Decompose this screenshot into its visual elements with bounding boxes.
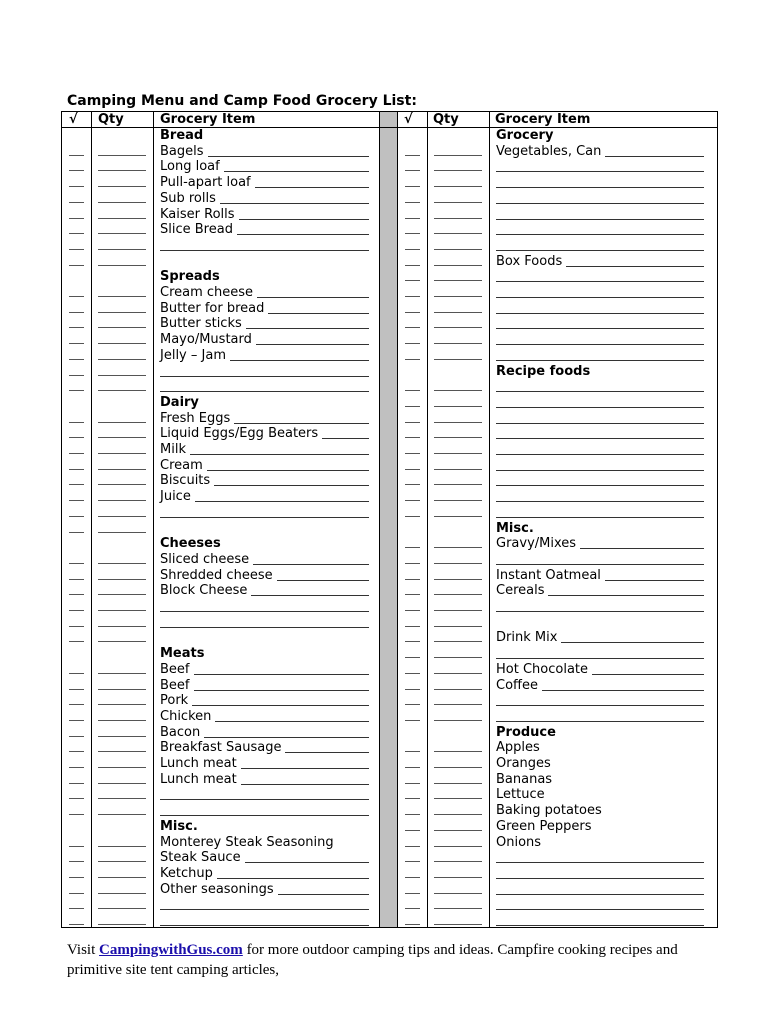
check-blank[interactable] (405, 516, 420, 517)
check-blank[interactable] (405, 359, 420, 360)
list-item (62, 348, 717, 364)
write-in-line[interactable] (496, 344, 704, 345)
qty-blank[interactable] (434, 877, 482, 878)
section-heading: Recipe foods (496, 363, 591, 379)
list-item (62, 128, 717, 144)
section-heading: Dairy (160, 394, 199, 410)
check-blank[interactable] (405, 626, 420, 627)
check-blank[interactable] (405, 186, 420, 187)
qty-blank[interactable] (434, 359, 482, 360)
list-item (62, 850, 717, 866)
check-blank[interactable] (405, 641, 420, 642)
write-in-line[interactable] (548, 595, 704, 596)
qty-blank[interactable] (434, 924, 482, 925)
write-in-line[interactable] (496, 281, 704, 282)
check-blank[interactable] (405, 861, 420, 862)
check-blank[interactable] (405, 877, 420, 878)
write-in-line[interactable] (496, 564, 704, 565)
list-item (62, 693, 717, 709)
write-in-line[interactable] (496, 313, 704, 314)
list-item (62, 897, 717, 913)
qty-blank[interactable] (434, 893, 482, 894)
check-blank[interactable] (405, 265, 420, 266)
section-heading: Misc. (160, 818, 198, 834)
list-item (62, 787, 717, 803)
list-item (62, 238, 717, 254)
write-in-line[interactable] (496, 203, 704, 204)
check-blank[interactable] (405, 814, 420, 815)
write-in-line[interactable] (496, 234, 704, 235)
qty-blank[interactable] (434, 626, 482, 627)
item-label: Oranges (496, 756, 551, 771)
check-blank[interactable] (405, 579, 420, 580)
check-blank[interactable] (405, 218, 420, 219)
item-label: Pull-apart loaf (160, 175, 251, 191)
item-label: Block Cheese (160, 583, 248, 599)
list-item (62, 269, 717, 285)
list-item (62, 222, 717, 238)
check-blank[interactable] (405, 908, 420, 909)
write-in-line[interactable] (496, 878, 704, 879)
write-in-line[interactable] (496, 485, 704, 486)
list-item (62, 615, 717, 631)
qty-blank[interactable] (434, 296, 482, 297)
write-in-line[interactable] (496, 391, 704, 392)
item-label: Apples (496, 740, 540, 756)
qty-blank[interactable] (434, 186, 482, 187)
qty-blank[interactable] (434, 500, 482, 501)
list-item (62, 395, 717, 411)
item-label: Beef (160, 677, 190, 693)
list-item (62, 254, 717, 270)
item-label: Monterey Steak Seasoning (160, 834, 334, 850)
qty-blank[interactable] (434, 704, 482, 705)
qty-blank[interactable] (434, 312, 482, 313)
write-in-line[interactable] (496, 894, 704, 895)
list-item (62, 175, 717, 191)
list-item (62, 332, 717, 348)
item-label: Sliced cheese (160, 551, 250, 567)
qty-blank[interactable] (434, 908, 482, 909)
list-item (62, 301, 717, 317)
item-label: Kaiser Rolls (160, 206, 235, 222)
qty-blank[interactable] (434, 673, 482, 674)
check-blank[interactable] (405, 249, 420, 250)
item-label: Hot Chocolate (496, 661, 589, 677)
item-label: Gravy/Mixes (496, 536, 577, 552)
list-item (62, 630, 717, 646)
section-heading: Misc. (496, 520, 534, 536)
list-item (62, 678, 717, 694)
item-label: Beef (160, 661, 190, 677)
list-item (62, 207, 717, 223)
qty-blank[interactable] (434, 265, 482, 266)
list-item (62, 740, 717, 756)
item-label: Instant Oatmeal (496, 567, 601, 583)
list-item (62, 882, 717, 898)
check-blank[interactable] (405, 689, 420, 690)
item-label: Bagels (160, 143, 204, 159)
write-in-line[interactable] (496, 297, 704, 298)
check-blank[interactable] (405, 657, 420, 658)
list-item (62, 709, 717, 725)
list-item (62, 473, 717, 489)
write-in-line[interactable] (496, 517, 704, 518)
item-label: Cereals (496, 583, 545, 599)
list-item (62, 803, 717, 819)
qty-blank[interactable] (434, 343, 482, 344)
item-label: Ketchup (160, 865, 213, 881)
list-item (62, 866, 717, 882)
qty-blank[interactable] (434, 233, 482, 234)
qty-blank[interactable] (434, 406, 482, 407)
grocery-table (61, 111, 718, 928)
check-blank[interactable] (405, 563, 420, 564)
item-label: Box Foods (496, 253, 563, 269)
qty-blank[interactable] (434, 202, 482, 203)
check-header-right: √ (404, 112, 413, 127)
list-item (62, 536, 717, 552)
item-label: Onions (496, 834, 542, 850)
list-item (62, 191, 717, 207)
list-item (62, 426, 717, 442)
item-label: Cream (160, 457, 203, 473)
list-item (62, 662, 717, 678)
check-blank[interactable] (405, 422, 420, 423)
write-in-line[interactable] (496, 250, 704, 251)
check-blank[interactable] (405, 720, 420, 721)
qty-blank[interactable] (434, 516, 482, 517)
qty-header: Qty (98, 112, 124, 127)
qty-blank[interactable] (434, 218, 482, 219)
item-label: Cream cheese (160, 285, 254, 300)
write-in-line[interactable] (542, 690, 704, 691)
qty-blank[interactable] (434, 390, 482, 391)
write-in-line[interactable] (496, 187, 704, 188)
write-in-line[interactable] (496, 925, 704, 926)
write-in-line[interactable] (561, 642, 704, 643)
qty-blank[interactable] (434, 484, 482, 485)
page-title: Camping Menu and Camp Food Grocery List: (67, 93, 417, 109)
check-blank[interactable] (405, 155, 420, 156)
item-header: Grocery Item (160, 112, 256, 127)
list-item (62, 725, 717, 741)
write-in-line[interactable] (496, 219, 704, 220)
list-item (62, 159, 717, 175)
list-item (62, 442, 717, 458)
item-label: Butter for bread (160, 300, 265, 316)
list-item (62, 599, 717, 615)
item-label: Bacon (160, 724, 201, 740)
item-label: Biscuits (160, 473, 211, 489)
qty-blank[interactable] (434, 657, 482, 658)
check-blank[interactable] (405, 610, 420, 611)
check-blank[interactable] (405, 500, 420, 501)
item-label: Liquid Eggs/Egg Beaters (160, 426, 319, 442)
item-label: Lunch meat (160, 756, 237, 771)
item-label: Lunch meat (160, 771, 237, 787)
write-in-line[interactable] (496, 423, 704, 424)
qty-blank[interactable] (434, 437, 482, 438)
qty-blank[interactable] (434, 280, 482, 281)
check-blank[interactable] (405, 312, 420, 313)
item-label: Lettuce (496, 787, 545, 803)
section-heading: Cheeses (160, 536, 221, 552)
item-label: Juice (160, 489, 191, 505)
check-blank[interactable] (405, 170, 420, 171)
section-heading: Produce (496, 724, 556, 740)
write-in-line[interactable] (605, 156, 704, 157)
list-item (62, 458, 717, 474)
item-label: Breakfast Sausage (160, 740, 282, 756)
list-item (62, 913, 717, 929)
write-in-line[interactable] (496, 501, 704, 502)
list-item (62, 285, 717, 301)
list-item (62, 521, 717, 537)
write-in-line[interactable] (566, 266, 704, 267)
list-item (62, 583, 717, 599)
item-header-right: Grocery Item (495, 112, 591, 127)
write-in-line[interactable] (496, 438, 704, 439)
check-blank[interactable] (405, 233, 420, 234)
check-header: √ (69, 112, 78, 127)
qty-blank[interactable] (434, 751, 482, 752)
write-in-line[interactable] (496, 328, 704, 329)
write-in-line[interactable] (496, 171, 704, 172)
item-label: Bananas (496, 771, 553, 787)
item-label: Butter sticks (160, 316, 242, 332)
qty-blank[interactable] (434, 453, 482, 454)
item-label: Milk (160, 442, 186, 457)
list-item (62, 835, 717, 851)
qty-blank[interactable] (434, 563, 482, 564)
check-blank[interactable] (405, 280, 420, 281)
check-blank[interactable] (405, 437, 420, 438)
check-blank[interactable] (405, 469, 420, 470)
qty-blank[interactable] (434, 846, 482, 847)
write-in-line[interactable] (496, 454, 704, 455)
item-label: Slice Bread (160, 222, 233, 238)
qty-blank[interactable] (434, 720, 482, 721)
site-link[interactable]: CampingwithGus.com (99, 942, 243, 958)
qty-blank[interactable] (434, 689, 482, 690)
section-heading: Spreads (160, 269, 220, 285)
section-heading: Grocery (496, 128, 554, 143)
qty-blank[interactable] (434, 767, 482, 768)
qty-header-right: Qty (433, 112, 459, 127)
write-in-line[interactable] (496, 360, 704, 361)
check-blank[interactable] (405, 484, 420, 485)
list-item (62, 772, 717, 788)
qty-blank[interactable] (434, 422, 482, 423)
check-blank[interactable] (405, 390, 420, 391)
list-item (62, 364, 717, 380)
item-label: Jelly – Jam (160, 347, 226, 363)
item-label: Green Peppers (496, 818, 592, 834)
check-blank[interactable] (405, 704, 420, 705)
item-label: Mayo/Mustard (160, 332, 252, 348)
write-in-line[interactable] (496, 470, 704, 471)
list-item (62, 646, 717, 662)
write-in-line[interactable] (496, 611, 704, 612)
qty-blank[interactable] (434, 641, 482, 642)
list-item (62, 379, 717, 395)
check-blank[interactable] (405, 924, 420, 925)
check-blank[interactable] (405, 296, 420, 297)
qty-blank[interactable] (434, 861, 482, 862)
write-in-line[interactable] (496, 909, 704, 910)
list-item (62, 489, 717, 505)
check-blank[interactable] (405, 202, 420, 203)
item-label: Vegetables, Can (496, 143, 602, 159)
check-blank[interactable] (405, 327, 420, 328)
list-item (62, 505, 717, 521)
item-label: Fresh Eggs (160, 410, 231, 426)
write-in-line[interactable] (496, 705, 704, 706)
item-label: Long loaf (160, 159, 220, 175)
qty-blank[interactable] (434, 594, 482, 595)
qty-blank[interactable] (434, 798, 482, 799)
footer-text: Visit CampingwithGus.com for more outdoor camping tips and ideas. Campfire cooking recipes and primitive site tent camping articles, (67, 942, 678, 978)
check-blank[interactable] (405, 783, 420, 784)
qty-blank[interactable] (434, 830, 482, 831)
qty-blank[interactable] (434, 327, 482, 328)
write-in-line[interactable] (496, 862, 704, 863)
check-blank[interactable] (405, 453, 420, 454)
write-in-line[interactable] (496, 658, 704, 659)
item-label: Coffee (496, 677, 538, 693)
check-blank[interactable] (405, 798, 420, 799)
check-blank[interactable] (405, 343, 420, 344)
list-item (62, 568, 717, 584)
item-label: Sub rolls (160, 190, 216, 206)
qty-blank[interactable] (434, 814, 482, 815)
check-blank[interactable] (405, 767, 420, 768)
check-blank[interactable] (405, 547, 420, 548)
qty-blank[interactable] (434, 610, 482, 611)
write-in-line[interactable] (605, 580, 704, 581)
list-item (62, 756, 717, 772)
write-in-line[interactable] (496, 721, 704, 722)
check-blank[interactable] (405, 751, 420, 752)
item-label: Pork (160, 693, 189, 709)
list-item (62, 819, 717, 835)
list-item (62, 411, 717, 427)
item-label: Other seasonings (160, 881, 274, 897)
list-item (62, 316, 717, 332)
section-heading: Bread (160, 128, 204, 143)
qty-blank[interactable] (434, 783, 482, 784)
check-blank[interactable] (405, 406, 420, 407)
qty-blank[interactable] (434, 249, 482, 250)
list-item (62, 144, 717, 160)
write-in-line[interactable] (496, 407, 704, 408)
item-label: Chicken (160, 708, 212, 724)
check-blank[interactable] (405, 830, 420, 831)
list-item (62, 552, 717, 568)
write-in-line[interactable] (580, 548, 704, 549)
item-label: Steak Sauce (160, 850, 241, 866)
section-heading: Meats (160, 646, 205, 662)
item-label: Shredded cheese (160, 567, 273, 583)
qty-blank[interactable] (434, 579, 482, 580)
qty-blank[interactable] (434, 469, 482, 470)
qty-blank[interactable] (434, 170, 482, 171)
check-blank[interactable] (405, 673, 420, 674)
write-in-line[interactable] (592, 674, 704, 675)
item-label: Drink Mix (496, 630, 558, 646)
qty-blank[interactable] (434, 155, 482, 156)
check-blank[interactable] (405, 893, 420, 894)
check-blank[interactable] (405, 594, 420, 595)
item-label: Baking potatoes (496, 803, 602, 819)
qty-blank[interactable] (434, 547, 482, 548)
check-blank[interactable] (405, 846, 420, 847)
